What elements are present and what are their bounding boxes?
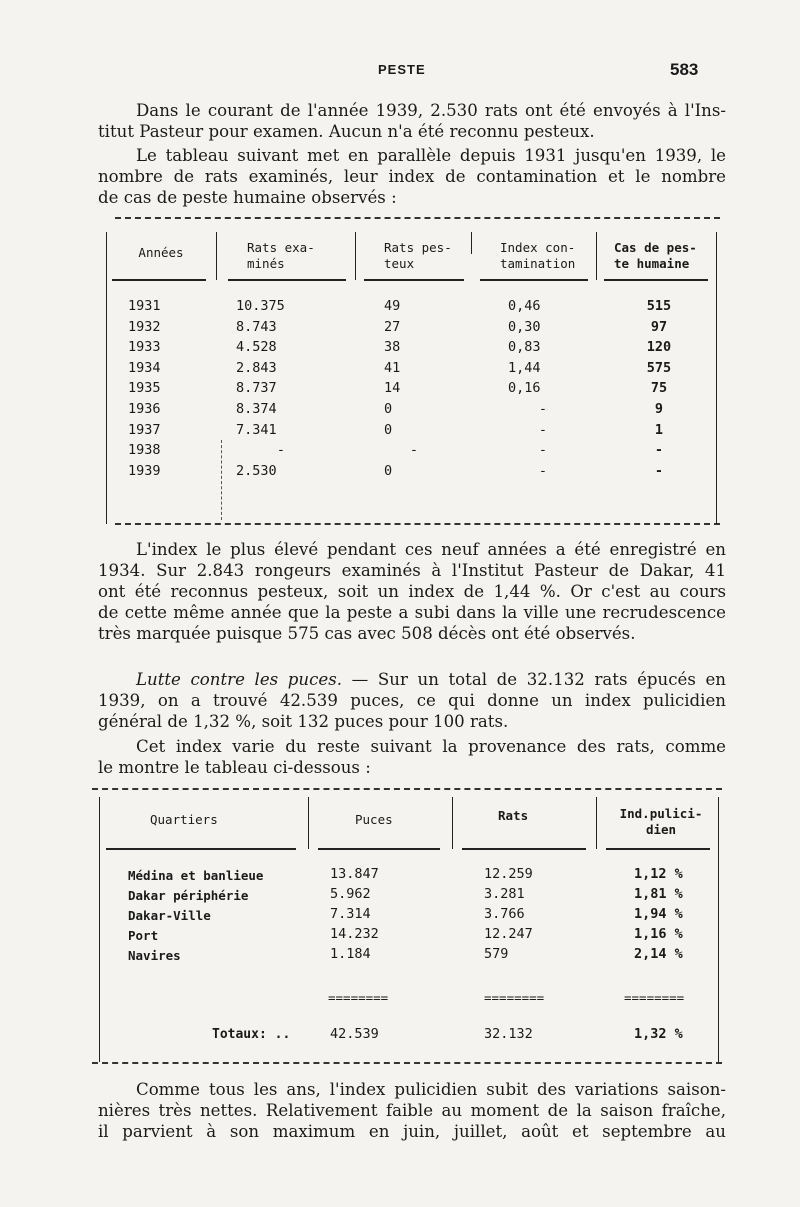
- table-left-border: [99, 797, 100, 1062]
- text-line: Le tableau suivant met en parallèle depuis 1931 jusqu'en 1939, le: [136, 146, 726, 165]
- table-left-border: [106, 232, 107, 524]
- text-line: il parvient à son maximum en juin, juillet, août et septembre au: [98, 1122, 726, 1141]
- cell-fleas: 7.314: [330, 906, 371, 922]
- total-flea-index: 1,32 %: [634, 1026, 683, 1042]
- cell-contamination-index: -: [538, 421, 548, 438]
- cell-plague-rats: 49: [384, 298, 401, 314]
- running-head-title: PESTE: [378, 62, 426, 77]
- cell-year: 1935: [128, 380, 161, 397]
- cell-rats-examined: 2.530: [236, 462, 277, 479]
- text-line: général de 1,32 %, soit 132 puces pour 100 rats.: [98, 712, 509, 731]
- cell-district: Médina et banlieue: [128, 868, 264, 883]
- cell-plague-rats: 0: [384, 401, 393, 417]
- table-right-border: [718, 797, 719, 1062]
- cell-contamination-index: 0,16: [508, 380, 541, 397]
- cell-human-cases: 75: [650, 380, 668, 397]
- cell-flea-index: 1,94 %: [634, 906, 683, 922]
- cell-year: 1936: [128, 401, 161, 417]
- cell-rats: 3.281: [484, 886, 525, 902]
- cell-contamination-index: 0,46: [508, 298, 541, 314]
- cell-rats: 12.247: [484, 926, 533, 942]
- cell-plague-rats: 0: [384, 462, 393, 479]
- cell-human-cases: -: [654, 442, 664, 459]
- cell-contamination-index: 1,44: [508, 359, 541, 376]
- cell-fleas: 5.962: [330, 886, 371, 902]
- cell-flea-index: 1,12 %: [634, 866, 683, 882]
- header-underline: [228, 279, 346, 281]
- text-line: le montre le tableau ci-dessous :: [98, 758, 371, 777]
- header-underline: [318, 848, 440, 850]
- column-divider: [308, 797, 309, 849]
- table-header-plague-rats: Rats pes- teux: [384, 240, 452, 271]
- text-line: L'index le plus élevé pendant ces neuf années a été enregistré en: [136, 540, 726, 559]
- table-header-districts: Quartiers: [150, 812, 218, 827]
- cell-contamination-index: -: [538, 462, 548, 479]
- cell-year: 1939: [128, 462, 161, 479]
- column-divider: [355, 232, 356, 280]
- text-line: nombre de rats examinés, leur index de contamination et le nombre: [98, 167, 726, 186]
- cell-flea-index: 1,81 %: [634, 886, 683, 902]
- table-bottom-rule: [92, 1062, 722, 1064]
- header-underline: [480, 279, 588, 281]
- table-header-rats: Rats: [498, 808, 529, 823]
- cell-year: 1931: [128, 298, 161, 314]
- paragraph-4: [98, 669, 726, 732]
- cell-human-cases: 9: [654, 401, 664, 417]
- paragraph-2: [98, 145, 726, 208]
- paragraph-3: [98, 539, 726, 644]
- table-header-years: Années: [138, 245, 184, 260]
- cell-flea-index: 1,16 %: [634, 926, 683, 942]
- paragraph-6: [98, 1079, 726, 1142]
- cell-rats-examined: 8.737: [236, 380, 277, 397]
- text-line: Comme tous les ans, l'index pulicidien subit des variations saison-: [136, 1080, 726, 1099]
- cell-human-cases: 575: [646, 359, 672, 376]
- text-line: Cet index varie du reste suivant la provenance des rats, comme: [136, 737, 726, 756]
- cell-rats-examined: 10.375: [236, 298, 285, 314]
- paragraph-5: [98, 736, 726, 778]
- table-bottom-rule: [115, 523, 720, 525]
- cell-year: 1937: [128, 421, 161, 438]
- cell-plague-rats: 0: [384, 421, 393, 438]
- cell-contamination-index: -: [538, 401, 548, 417]
- separator-line: ========: [624, 990, 685, 1005]
- header-underline: [106, 848, 296, 850]
- cell-fleas: 14.232: [330, 926, 379, 942]
- text-line: de cas de peste humaine observés :: [98, 188, 397, 207]
- cell-rats: 579: [484, 946, 509, 962]
- cell-plague-rats: 38: [384, 339, 401, 356]
- cell-year: 1932: [128, 318, 161, 335]
- table-header-rats-examined: Rats exa- minés: [247, 240, 315, 271]
- cell-human-cases: 97: [650, 318, 668, 335]
- header-underline: [604, 279, 708, 281]
- cell-rats-examined: 8.374: [236, 401, 277, 417]
- cell-rats-examined: 8.743: [236, 318, 277, 335]
- cell-contamination-index: 0,83: [508, 339, 541, 356]
- text-line: titut Pasteur pour examen. Aucun n'a été reconnu pesteux.: [98, 122, 595, 141]
- cell-district: Dakar périphérie: [128, 888, 249, 903]
- table-header-human-cases: Cas de pes- te humaine: [614, 240, 697, 271]
- cell-rats: 3.766: [484, 906, 525, 922]
- cell-plague-rats: 14: [384, 380, 401, 397]
- header-underline: [462, 848, 586, 850]
- text-line: de cette même année que la peste a subi dans la ville une recrudescence: [98, 603, 726, 622]
- cell-district: Dakar-Ville: [128, 908, 211, 923]
- cell-human-cases: 1: [654, 421, 664, 438]
- column-divider: [452, 797, 453, 849]
- cell-flea-index: 2,14 %: [634, 946, 683, 962]
- text-line: 1934. Sur 2.843 rongeurs examinés à l'Institut Pasteur de Dakar, 41: [98, 561, 726, 580]
- cell-rats-examined: 2.843: [236, 359, 277, 376]
- header-underline: [112, 279, 206, 281]
- cell-year: 1934: [128, 359, 161, 376]
- separator-line: ========: [484, 990, 545, 1005]
- cell-district: Port: [128, 928, 159, 943]
- cell-plague-rats: 27: [384, 318, 401, 335]
- cell-plague-rats: 41: [384, 359, 401, 376]
- column-divider: [221, 440, 222, 520]
- table-top-rule: [115, 217, 720, 219]
- table-right-border: [716, 232, 717, 524]
- cell-human-cases: 120: [646, 339, 672, 356]
- cell-plague-rats: -: [409, 442, 419, 459]
- table-top-rule: [92, 788, 722, 790]
- table-header-flea-index: Ind.pulici- dien: [619, 806, 703, 837]
- total-fleas: 42.539: [330, 1026, 379, 1042]
- cell-year: 1938: [128, 442, 161, 459]
- page-number: 583: [670, 60, 699, 79]
- totals-label: Totaux: ..: [212, 1027, 291, 1042]
- cell-district: Navires: [128, 948, 181, 963]
- table-header-contamination-index: Index con- tamination: [500, 240, 576, 271]
- cell-rats-examined: 4.528: [236, 339, 277, 356]
- cell-rats-examined: 7.341: [236, 421, 277, 438]
- header-underline: [364, 279, 464, 281]
- cell-fleas: 13.847: [330, 866, 379, 882]
- text-line: nières très nettes. Relativement faible au moment de la saison fraîche,: [98, 1101, 726, 1120]
- column-divider: [596, 797, 597, 849]
- separator-line: ========: [328, 990, 389, 1005]
- cell-human-cases: -: [654, 462, 664, 479]
- cell-fleas: 1.184: [330, 946, 371, 962]
- column-divider: [216, 232, 217, 280]
- text-line: 1939, on a trouvé 42.539 puces, ce qui donne un index pulicidien: [98, 691, 726, 710]
- cell-rats: 12.259: [484, 866, 533, 882]
- cell-year: 1933: [128, 339, 161, 356]
- table-header-fleas: Puces: [355, 812, 393, 827]
- text-line: très marquée puisque 575 cas avec 508 décès ont été observés.: [98, 624, 636, 643]
- running-head: [0, 60, 800, 84]
- text-fragment: — Sur un total de 32.132 rats épucés en: [351, 670, 726, 689]
- total-rats: 32.132: [484, 1026, 533, 1042]
- paragraph-1: [98, 100, 726, 142]
- cell-contamination-index: 0,30: [508, 318, 541, 335]
- cell-human-cases: 515: [646, 298, 672, 314]
- section-title: Lutte contre les puces.: [136, 670, 343, 689]
- header-underline: [606, 848, 710, 850]
- text-line: Dans le courant de l'année 1939, 2.530 rats ont été envoyés à l'Ins-: [136, 101, 726, 120]
- text-line: ont été reconnus pesteux, soit un index de 1,44 %. Or c'est au cours: [98, 582, 726, 601]
- cell-contamination-index: -: [538, 442, 548, 459]
- cell-rats-examined: -: [276, 442, 286, 459]
- text-line: [98, 669, 726, 690]
